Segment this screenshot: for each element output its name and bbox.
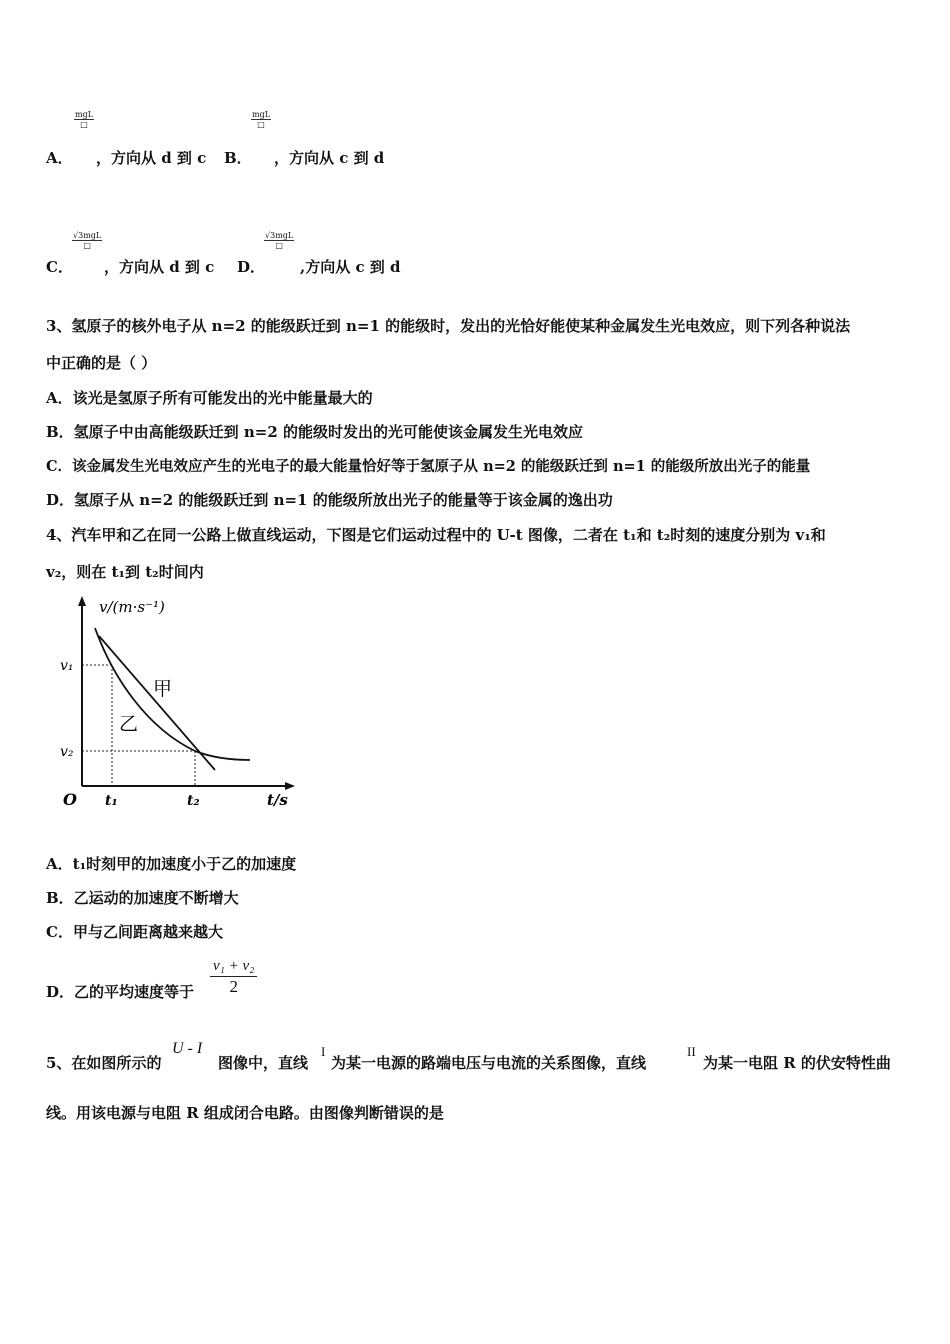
option-b-fraction-denominator: □ (257, 120, 265, 129)
option-d-text: ,方向从 c 到 d (300, 258, 401, 276)
q3-stem-line2: 中正确的是（ ） (46, 354, 157, 372)
q5-stem-line2: 线。用该电源与电阻 R 组成闭合电路。由图像判断错误的是 (46, 1104, 444, 1122)
q3-option-a: A．该光是氢原子所有可能发出的光中能量最大的 (46, 389, 373, 407)
q4-option-d-fraction (210, 958, 257, 997)
option-b-label: B． (224, 149, 252, 167)
option-b-fraction (251, 110, 271, 130)
q5-stem-part2: 图像中，直线 (218, 1054, 309, 1072)
option-d-fraction-numerator: √3mgL (265, 231, 294, 240)
option-a-text: ，方向从 d 到 c (96, 149, 207, 167)
option-d-label: D． (237, 258, 266, 276)
option-b-text: ，方向从 c 到 d (274, 149, 385, 167)
option-d-fraction-denominator: □ (275, 241, 283, 250)
q5-line1-symbol: I (321, 1044, 326, 1059)
curve-jia-line (99, 636, 215, 770)
q5-stem-part1: 5、在如图所示的 (46, 1054, 162, 1072)
q4-option-d: D．乙的平均速度等于 (46, 983, 195, 1001)
q4-option-c: C．甲与乙间距离越来越大 (46, 923, 223, 941)
option-a-fraction-denominator: □ (80, 120, 88, 129)
option-c-fraction-denominator: □ (83, 241, 91, 250)
q3-option-d: D．氢原子从 n=2 的能级跃迁到 n=1 的能级所放出光子的能量等于该金属的逸出功 (46, 491, 613, 509)
q3-option-c: C．该金属发生光电效应产生的光电子的最大能量恰好等于氢原子从 n=2 的能级跃迁到 n=1 的能级所放出光子的能量 (46, 458, 811, 475)
q3-option-b: B．氢原子中由高能级跃迁到 n=2 的能级时发出的光可能使该金属发生光电效应 (46, 423, 584, 441)
option-c-fraction (72, 231, 102, 251)
option-c-label: C． (46, 258, 73, 276)
t2-label: t₂ (187, 793, 200, 809)
q5-line2-symbol: II (687, 1044, 696, 1059)
v2-label: v₂ (60, 744, 74, 760)
y-axis-arrow (78, 596, 86, 606)
y-axis-label: v/(m·s⁻¹) (99, 598, 165, 616)
q3-stem-line1: 3、氢原子的核外电子从 n=2 的能级跃迁到 n=1 的能级时，发出的光恰好能使某种金属发生光电效应，则下列各种说法 (46, 317, 851, 335)
q4-stem-line1: 4、汽车甲和乙在同一公路上做直线运动，下图是它们运动过程中的 U-t 图像，二者在 t₁和 t₂时刻的速度分别为 v₁和 (46, 526, 826, 544)
q4-option-d-fraction-denominator: 2 (229, 977, 238, 996)
q5-ui-symbol: U - I (172, 1040, 203, 1057)
curve-yi-curve (95, 628, 250, 760)
curve-yi-label: 乙 (119, 713, 139, 735)
x-axis-arrow (285, 782, 295, 790)
q4-option-a: A．t₁时刻甲的加速度小于乙的加速度 (46, 855, 297, 873)
q5-stem-part4: 为某一电阻 R 的伏安特性曲 (703, 1054, 891, 1072)
option-a-fraction (74, 110, 94, 130)
option-b-fraction-numerator: mgL (252, 110, 271, 119)
q4-option-d-fraction-numerator: v₁ + v₂ (210, 958, 257, 977)
option-c-fraction-numerator: √3mgL (73, 231, 102, 240)
option-a-label: A． (46, 149, 73, 167)
t1-label: t₁ (105, 793, 118, 809)
x-axis-label: t/s (267, 791, 288, 809)
option-a-fraction-numerator: mgL (75, 110, 94, 119)
option-c-text: ，方向从 d 到 c (104, 258, 215, 276)
curve-jia-label: 甲 (153, 678, 173, 700)
q4-option-b: B．乙运动的加速度不断增大 (46, 889, 239, 907)
vt-graph (55, 590, 300, 815)
origin-label: O (63, 790, 77, 809)
v1-label: v₁ (60, 658, 74, 674)
option-d-fraction (264, 231, 294, 251)
q5-stem-part3: 为某一电源的路端电压与电流的关系图像，直线 (331, 1054, 647, 1072)
q4-stem-line2: v₂，则在 t₁到 t₂时间内 (46, 563, 204, 581)
